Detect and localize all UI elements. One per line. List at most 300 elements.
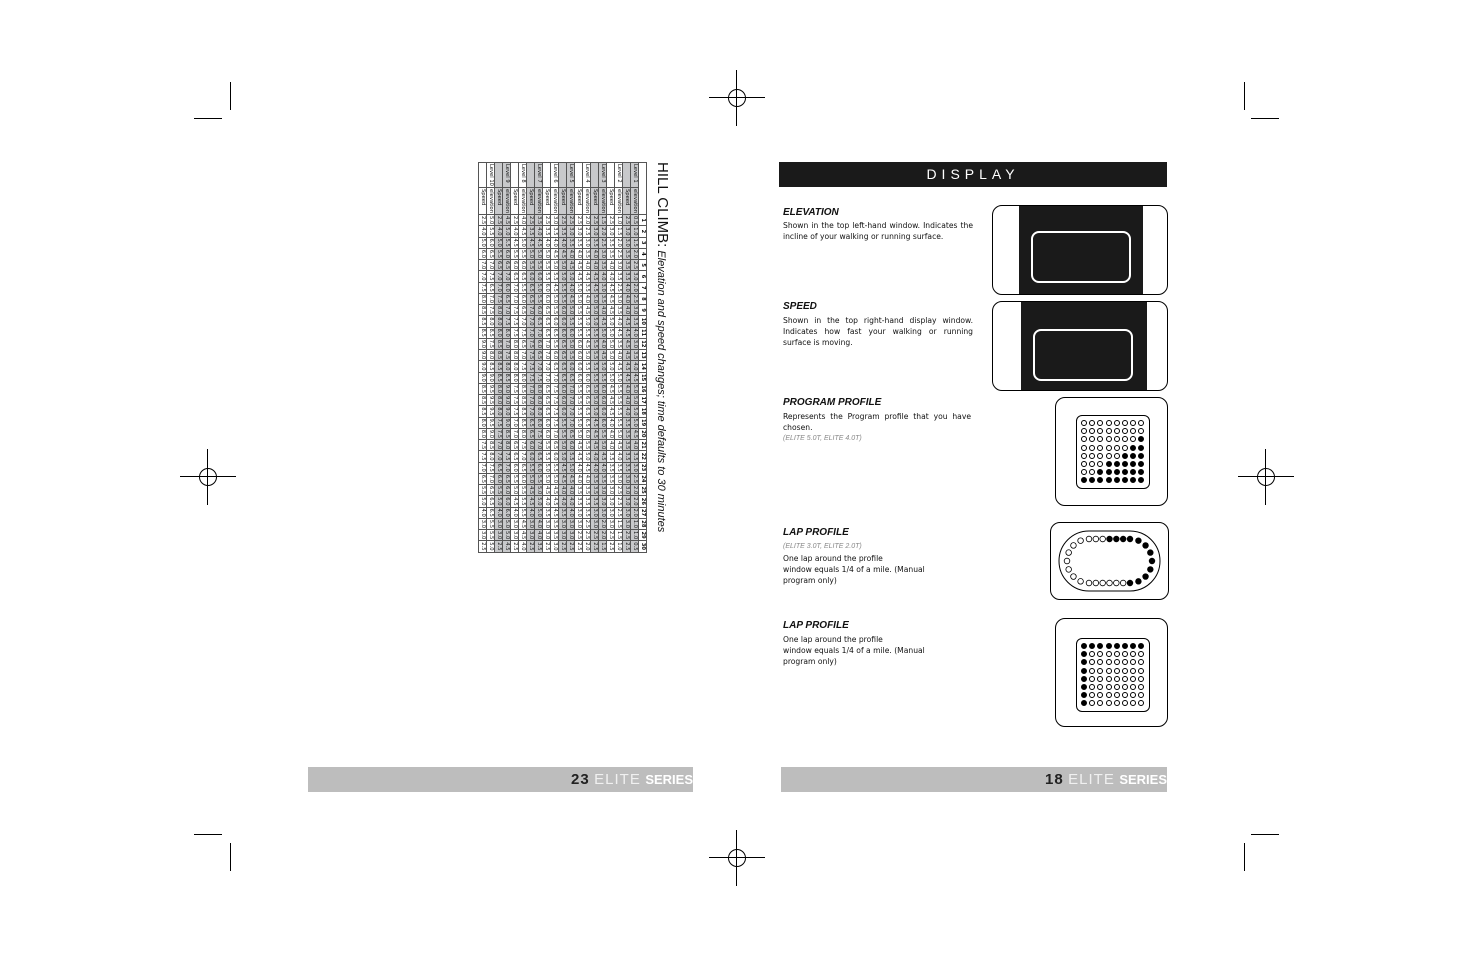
profile-dot <box>1106 445 1112 451</box>
table-cell: 5.0 <box>584 351 590 360</box>
table-cell: 3.5 <box>576 497 582 506</box>
hill-climb-table-region <box>467 162 675 658</box>
table-cell: 3.0 <box>576 227 582 236</box>
table-cell: 4.0 <box>600 306 606 315</box>
table-cell: 6.5 <box>560 362 566 371</box>
table-cell: 2.5 <box>616 283 622 292</box>
table-cell: 3.0 <box>592 508 598 517</box>
table-cell: 1.5 <box>616 227 622 236</box>
table-cell: 4.0 <box>632 328 638 337</box>
table-cell: 4.5 <box>576 272 582 281</box>
table-cell: 8.5 <box>520 396 526 405</box>
table-cell: 2.5 <box>512 542 518 551</box>
table-cell: 4.0 <box>592 463 598 472</box>
table-cell: 5.0 <box>536 508 542 517</box>
table-cell: 4.5 <box>528 497 534 506</box>
table-cell: 4.5 <box>584 339 590 349</box>
level-label <box>479 163 487 188</box>
column-header: 26 <box>639 496 647 507</box>
table-cell: 6.5 <box>584 407 590 416</box>
lap-dot <box>1114 692 1120 698</box>
table-row <box>511 163 519 553</box>
table-cell: 4.5 <box>600 452 606 461</box>
hill-climb-title-bold: HILL CLIMB: <box>654 162 671 248</box>
table-cell: 4.5 <box>512 497 518 506</box>
table-cell: 4.5 <box>608 306 614 315</box>
lap-dot <box>1097 643 1103 649</box>
table-cell: 2.5 <box>496 542 502 551</box>
table-cell: 4.0 <box>608 418 614 427</box>
table-cell: 3.5 <box>600 474 606 484</box>
table-cell: 3.0 <box>624 238 630 247</box>
table-row <box>623 163 631 553</box>
table-cell: 5.5 <box>592 328 598 337</box>
table-cell: 8.5 <box>504 373 510 382</box>
row-kind: Speed <box>623 188 631 215</box>
table-cell: 6.0 <box>504 508 510 517</box>
column-header: 13 <box>639 350 647 361</box>
table-cell: 7.0 <box>528 384 534 394</box>
table-cell: 5.5 <box>584 328 590 337</box>
profile-dot <box>1130 420 1136 426</box>
lap-dot <box>1106 684 1112 690</box>
column-header: 23 <box>639 462 647 473</box>
table-cell: 5.5 <box>520 497 526 506</box>
lap-dot <box>1138 659 1144 665</box>
table-cell: 7.5 <box>520 362 526 371</box>
table-cell: 4.5 <box>584 272 590 281</box>
row-kind: Speed <box>607 188 615 215</box>
table-cell: 2.0 <box>584 542 590 551</box>
level-label <box>607 163 615 188</box>
row-kind: elevation <box>504 189 510 214</box>
table-cell: 9.5 <box>488 407 494 416</box>
row-kind: Speed <box>511 188 519 215</box>
profile-dot <box>1130 453 1136 459</box>
lap-dot <box>1122 700 1128 706</box>
row-kind: Speed <box>591 188 599 215</box>
lap-track-dot <box>1066 550 1072 556</box>
lap-track-dot <box>1107 580 1113 586</box>
table-cell: 5.5 <box>616 396 622 405</box>
table-cell: 6.5 <box>520 339 526 349</box>
table-cell: 7.5 <box>512 384 518 394</box>
table-cell: 5.0 <box>592 396 598 405</box>
table-cell: 6.0 <box>512 463 518 472</box>
table-cell: 2.5 <box>584 531 590 540</box>
table-cell: 7.0 <box>488 474 494 484</box>
right-page-footer <box>781 767 1167 792</box>
table-cell: 2.5 <box>544 542 550 551</box>
table-cell: 4.0 <box>536 531 542 540</box>
row-kind: elevation <box>552 189 558 214</box>
table-cell: 4.5 <box>592 272 598 281</box>
table-cell: 7.5 <box>552 384 558 394</box>
table-cell: 6.0 <box>536 272 542 281</box>
table-cell: 9.0 <box>488 429 494 439</box>
table-cell: 5.0 <box>584 317 590 326</box>
table-cell: 7.0 <box>552 429 558 439</box>
table-cell: 6.0 <box>520 294 526 304</box>
table-cell: 4.5 <box>616 441 622 450</box>
table-cell: 7.0 <box>568 396 574 405</box>
lap-dot <box>1138 676 1144 682</box>
table-cell: 2.5 <box>584 519 590 529</box>
lap-dot <box>1122 643 1128 649</box>
crop-mark <box>230 82 231 110</box>
column-header: 14 <box>639 361 647 372</box>
table-cell: 3.0 <box>592 227 598 236</box>
lap-track-dot <box>1100 580 1106 586</box>
table-cell: 6.5 <box>536 317 542 326</box>
table-cell: 4.0 <box>616 452 622 461</box>
table-cell: 6.0 <box>560 407 566 416</box>
table-cell: 3.5 <box>592 474 598 484</box>
table-cell: 6.5 <box>536 351 542 360</box>
table-cell: 1.5 <box>616 519 622 529</box>
table-cell: 6.0 <box>528 441 534 450</box>
table-cell: 6.5 <box>488 486 494 495</box>
table-cell: 4.5 <box>608 294 614 304</box>
lap-track-dot <box>1148 567 1154 573</box>
table-cell: 2.5 <box>592 531 598 540</box>
table-cell: 6.5 <box>496 261 502 270</box>
table-cell: 6.5 <box>528 294 534 304</box>
table-cell: 5.0 <box>504 227 510 236</box>
table-cell: 3.5 <box>592 486 598 495</box>
table-cell: 4.0 <box>520 216 526 225</box>
table-cell: 5.0 <box>608 328 614 337</box>
table-cell: 8.5 <box>496 373 502 382</box>
table-cell: 3.5 <box>608 463 614 472</box>
table-cell: 7.5 <box>512 317 518 326</box>
hill-climb-title <box>649 162 675 658</box>
table-cell: 6.0 <box>544 429 550 439</box>
column-header: 15 <box>639 372 647 383</box>
table-cell: 3.0 <box>512 519 518 529</box>
table-cell: 9.5 <box>488 396 494 405</box>
table-cell: 6.0 <box>504 283 510 292</box>
table-cell: 8.0 <box>536 396 542 405</box>
level-label <box>623 163 631 188</box>
profile-dot <box>1130 436 1136 442</box>
table-cell: 4.5 <box>536 238 542 247</box>
table-cell: 5.5 <box>520 283 526 292</box>
table-cell: 8.5 <box>480 384 486 394</box>
profile-dot <box>1138 445 1144 451</box>
table-cell: 4.5 <box>608 283 614 292</box>
level-label: Level 4 <box>583 163 591 188</box>
table-cell: 6.0 <box>528 452 534 461</box>
profile-dot <box>1122 445 1128 451</box>
table-cell: 4.0 <box>624 306 630 315</box>
table-cell: 7.5 <box>480 441 486 450</box>
registration-mark <box>709 830 765 886</box>
table-cell: 4.0 <box>568 283 574 292</box>
table-cell: 7.5 <box>552 418 558 427</box>
table-cell: 2.5 <box>568 216 574 225</box>
table-cell: 5.5 <box>560 418 566 427</box>
table-cell: 2.5 <box>560 216 566 225</box>
table-cell: 9.5 <box>488 384 494 394</box>
table-cell: 2.5 <box>496 216 502 225</box>
table-cell: 5.5 <box>616 418 622 427</box>
table-cell: 5.5 <box>616 407 622 416</box>
lap-dot <box>1114 700 1120 706</box>
table-cell: 5.0 <box>600 441 606 450</box>
table-cell: 7.0 <box>544 351 550 360</box>
table-cell: 4.0 <box>608 429 614 439</box>
table-cell: 5.0 <box>576 429 582 439</box>
table-row <box>599 163 607 553</box>
lap-profile-line: One lap around the profile <box>783 635 883 644</box>
table-cell: 7.5 <box>504 317 510 326</box>
table-cell: 3.5 <box>608 452 614 461</box>
profile-dot <box>1130 469 1136 475</box>
level-label <box>495 163 503 188</box>
table-cell: 2.5 <box>512 216 518 225</box>
table-cell: 7.5 <box>528 373 534 382</box>
table-cell: 4.5 <box>592 418 598 427</box>
lap-dot <box>1106 643 1112 649</box>
table-cell: 5.5 <box>600 429 606 439</box>
table-cell: 3.0 <box>608 227 614 236</box>
row-kind: Speed <box>479 188 487 215</box>
lap-profile-models: (ELITE 3.0T, ELITE 2.0T) <box>783 543 862 550</box>
profile-dot <box>1114 428 1120 434</box>
table-cell: 3.0 <box>608 486 614 495</box>
table-cell: 7.0 <box>480 463 486 472</box>
table-cell: 8.5 <box>480 407 486 416</box>
table-cell: 4.0 <box>568 486 574 495</box>
lap-dot <box>1081 668 1087 674</box>
table-cell: 8.0 <box>480 429 486 439</box>
lap-track-dot <box>1120 536 1126 542</box>
lap-track-dot <box>1078 579 1084 585</box>
table-cell: 6.5 <box>544 384 550 394</box>
profile-dot <box>1081 436 1087 442</box>
table-cell: 3.0 <box>528 519 534 529</box>
table-cell: 4.5 <box>624 328 630 337</box>
profile-dot <box>1081 428 1087 434</box>
table-cell: 4.0 <box>520 542 526 551</box>
table-cell: 7.5 <box>536 373 542 382</box>
table-cell: 2.0 <box>600 227 606 236</box>
table-cell: 2.0 <box>632 508 638 517</box>
profile-dot <box>1081 420 1087 426</box>
table-cell: 5.5 <box>512 249 518 259</box>
table-cell: 4.5 <box>576 261 582 270</box>
table-cell: 7.0 <box>520 317 526 326</box>
table-cell: 3.5 <box>616 463 622 472</box>
profile-dot <box>1097 445 1103 451</box>
elevation-text: Shown in the top left-hand window. Indicates the incline of your walking or running surface. <box>783 221 973 241</box>
table-cell: 7.0 <box>504 272 510 281</box>
table-cell: 3.0 <box>632 306 638 315</box>
table-cell: 7.5 <box>496 418 502 427</box>
elevation-heading: ELEVATION <box>783 207 839 218</box>
table-cell: 4.0 <box>592 249 598 259</box>
table-cell: 5.5 <box>576 396 582 405</box>
table-cell: 8.5 <box>520 384 526 394</box>
column-header: 18 <box>639 406 647 417</box>
table-cell: 3.5 <box>592 497 598 506</box>
column-header: 9 <box>639 305 647 316</box>
table-cell: 8.5 <box>496 351 502 360</box>
lap-dot <box>1122 676 1128 682</box>
lap-dot <box>1130 692 1136 698</box>
table-cell: 4.0 <box>544 497 550 506</box>
table-cell: 7.0 <box>504 306 510 315</box>
program-profile-dot-grid <box>1076 415 1150 489</box>
table-cell: 6.5 <box>504 474 510 484</box>
table-cell: 3.0 <box>624 497 630 506</box>
table-cell: 8.0 <box>520 373 526 382</box>
table-cell: 6.5 <box>504 294 510 304</box>
table-cell: 2.5 <box>592 216 598 225</box>
table-cell: 8.5 <box>488 441 494 450</box>
table-cell: 5.0 <box>536 497 542 506</box>
table-cell: 4.0 <box>584 261 590 270</box>
table-cell: 6.0 <box>552 452 558 461</box>
table-row <box>519 163 527 553</box>
table-cell: 3.0 <box>632 339 638 349</box>
table-cell: 5.5 <box>576 306 582 315</box>
table-cell: 6.5 <box>544 317 550 326</box>
table-cell: 7.5 <box>512 328 518 337</box>
table-row <box>559 163 567 553</box>
table-cell: 6.0 <box>512 261 518 270</box>
profile-dot <box>1114 477 1120 483</box>
table-cell: 6.0 <box>576 351 582 360</box>
table-cell: 6.0 <box>576 362 582 371</box>
lap-track-dot <box>1093 536 1099 542</box>
lap-track-dot <box>1071 543 1077 549</box>
column-header: 27 <box>639 507 647 518</box>
table-cell: 5.0 <box>592 384 598 394</box>
table-cell: 3.0 <box>480 519 486 529</box>
table-cell: 3.0 <box>624 227 630 236</box>
table-cell: 4.5 <box>568 474 574 484</box>
table-cell: 2.5 <box>584 227 590 236</box>
table-cell: 4.5 <box>528 238 534 247</box>
table-cell: 8.5 <box>480 396 486 405</box>
table-cell: 6.5 <box>480 474 486 484</box>
row-kind: elevation <box>536 189 542 214</box>
table-cell: 6.5 <box>568 373 574 382</box>
table-cell: 5.5 <box>568 351 574 360</box>
lap-dot <box>1081 651 1087 657</box>
table-cell: 7.5 <box>552 396 558 405</box>
table-cell: 5.0 <box>608 351 614 360</box>
table-cell: 3.0 <box>552 542 558 551</box>
table-row <box>575 163 583 553</box>
table-cell: 9.5 <box>488 418 494 427</box>
lap-square-illustration <box>1055 618 1168 727</box>
table-cell: 3.0 <box>632 463 638 472</box>
table-cell: 8.5 <box>504 429 510 439</box>
table-cell: 7.0 <box>568 418 574 427</box>
lap-dot <box>1130 659 1136 665</box>
table-cell: 9.0 <box>504 407 510 416</box>
table-cell: 3.0 <box>576 508 582 517</box>
table-cell: 5.5 <box>544 272 550 281</box>
table-cell: 5.0 <box>496 238 502 247</box>
table-cell: 6.5 <box>536 452 542 461</box>
table-cell: 5.5 <box>576 407 582 416</box>
table-cell: 8.0 <box>488 317 494 326</box>
table-cell: 8.0 <box>496 407 502 416</box>
profile-dot <box>1106 461 1112 467</box>
table-cell: 3.5 <box>608 249 614 259</box>
column-header: 7 <box>639 282 647 293</box>
table-cell: 5.0 <box>504 519 510 529</box>
table-cell: 6.5 <box>512 452 518 461</box>
table-cell: 6.5 <box>520 272 526 281</box>
crop-mark <box>1244 82 1245 110</box>
table-cell: 2.5 <box>608 542 614 551</box>
table-cell: 6.0 <box>560 317 566 326</box>
table-cell: 4.0 <box>592 452 598 461</box>
table-cell: 7.5 <box>512 306 518 315</box>
table-cell: 2.5 <box>632 294 638 304</box>
table-cell: 3.5 <box>600 294 606 304</box>
table-cell: 3.5 <box>624 429 630 439</box>
table-cell: 5.5 <box>552 463 558 472</box>
table-cell: 3.5 <box>576 486 582 495</box>
table-cell: 6.5 <box>544 396 550 405</box>
table-cell: 7.0 <box>528 407 534 416</box>
table-cell: 5.0 <box>568 306 574 315</box>
table-cell: 4.5 <box>584 463 590 472</box>
table-cell: 5.5 <box>504 238 510 247</box>
table-cell: 4.5 <box>616 328 622 337</box>
table-cell: 3.0 <box>568 227 574 236</box>
column-header: 11 <box>639 327 647 338</box>
table-cell: 3.0 <box>496 531 502 540</box>
level-label <box>559 163 567 188</box>
table-cell: 4.0 <box>480 508 486 517</box>
table-cell: 5.5 <box>552 339 558 349</box>
table-cell: 4.5 <box>560 474 566 484</box>
lap-track-dot <box>1149 558 1155 564</box>
table-cell: 7.0 <box>480 272 486 281</box>
column-header: 2 <box>639 226 647 237</box>
profile-dot <box>1097 453 1103 459</box>
table-cell: 5.0 <box>616 429 622 439</box>
table-cell: 3.0 <box>568 531 574 540</box>
table-cell: 4.5 <box>552 486 558 495</box>
table-cell: 5.5 <box>544 452 550 461</box>
table-cell: 9.0 <box>480 373 486 382</box>
table-cell: 8.0 <box>512 362 518 371</box>
table-cell: 8.5 <box>480 306 486 315</box>
table-cell: 7.0 <box>520 452 526 461</box>
table-cell: 4.0 <box>608 261 614 270</box>
table-cell: 2.5 <box>576 531 582 540</box>
profile-dot <box>1130 461 1136 467</box>
lap-dot <box>1114 659 1120 665</box>
table-cell: 2.5 <box>632 474 638 484</box>
table-cell: 5.0 <box>560 272 566 281</box>
table-cell: 4.5 <box>592 429 598 439</box>
level-label <box>591 163 599 188</box>
lap-dot <box>1114 676 1120 682</box>
table-cell: 4.0 <box>616 351 622 360</box>
table-cell: 5.5 <box>528 261 534 270</box>
table-cell: 6.0 <box>480 249 486 259</box>
table-cell: 6.0 <box>528 272 534 281</box>
